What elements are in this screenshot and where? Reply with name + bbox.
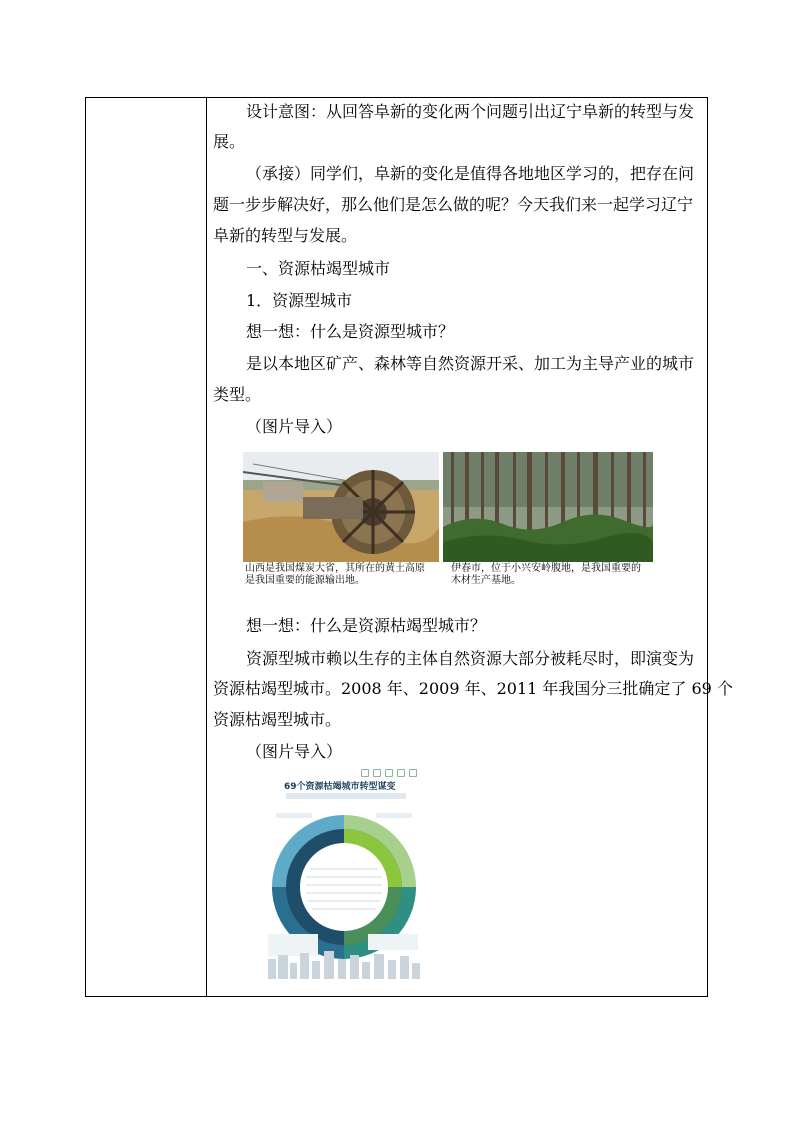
depleted-definition-line2: 资源枯竭型城市。2008 年、2009 年、2011 年我国分三批确定了 69 个	[213, 679, 733, 698]
depleted-definition-line1: 资源型城市赖以生存的主体自然资源大部分被耗尽时，即演变为	[246, 649, 695, 668]
coal-photo-caption-line2: 是我国重要的能源输出地。	[245, 575, 365, 586]
section-heading: 一、资源枯竭型城市	[246, 259, 391, 278]
question-depleted-city: 想一想：什么是资源枯竭型城市？	[246, 616, 487, 635]
coal-photo-caption-line1: 山西是我国煤炭大省，其所在的黄土高原	[245, 563, 425, 574]
definition-line1: 是以本地区矿产、森林等自然资源开采、加工为主导产业的城市	[246, 354, 695, 373]
design-intent-line2: 展。	[213, 132, 246, 151]
infographic-title: 69个资源枯竭城市转型谋变	[284, 782, 396, 792]
infographic-ring-chart	[266, 769, 422, 982]
transition-line3: 阜新的转型与发展。	[213, 226, 358, 245]
design-intent-line1: 设计意图：从回答阜新的变化两个问题引出辽宁阜新的转型与发	[246, 102, 695, 121]
transition-line2: 题一步步解决好，那么他们是怎么做的呢？今天我们来一起学习辽宁	[213, 195, 694, 214]
subsection-heading: 1．资源型城市	[246, 291, 353, 310]
definition-line2: 类型。	[213, 385, 262, 404]
coal-mining-photo	[243, 452, 439, 562]
image-import-2: （图片导入）	[246, 742, 343, 761]
image-import-1: （图片导入）	[246, 417, 343, 436]
forest-photo-caption-line2: 木材生产基地。	[451, 575, 521, 586]
depleted-definition-line3: 资源枯竭型城市。	[213, 710, 342, 729]
question-resource-city: 想一想：什么是资源型城市？	[246, 322, 455, 341]
forest-photo	[443, 452, 653, 562]
table-column-divider	[206, 97, 207, 997]
transition-line1: （承接）同学们，阜新的变化是值得各地地区学习的，把存在问	[246, 164, 695, 183]
forest-photo-caption-line1: 伊春市，位于小兴安岭腹地，是我国重要的	[451, 563, 641, 574]
depleted-cities-infographic	[266, 769, 422, 982]
